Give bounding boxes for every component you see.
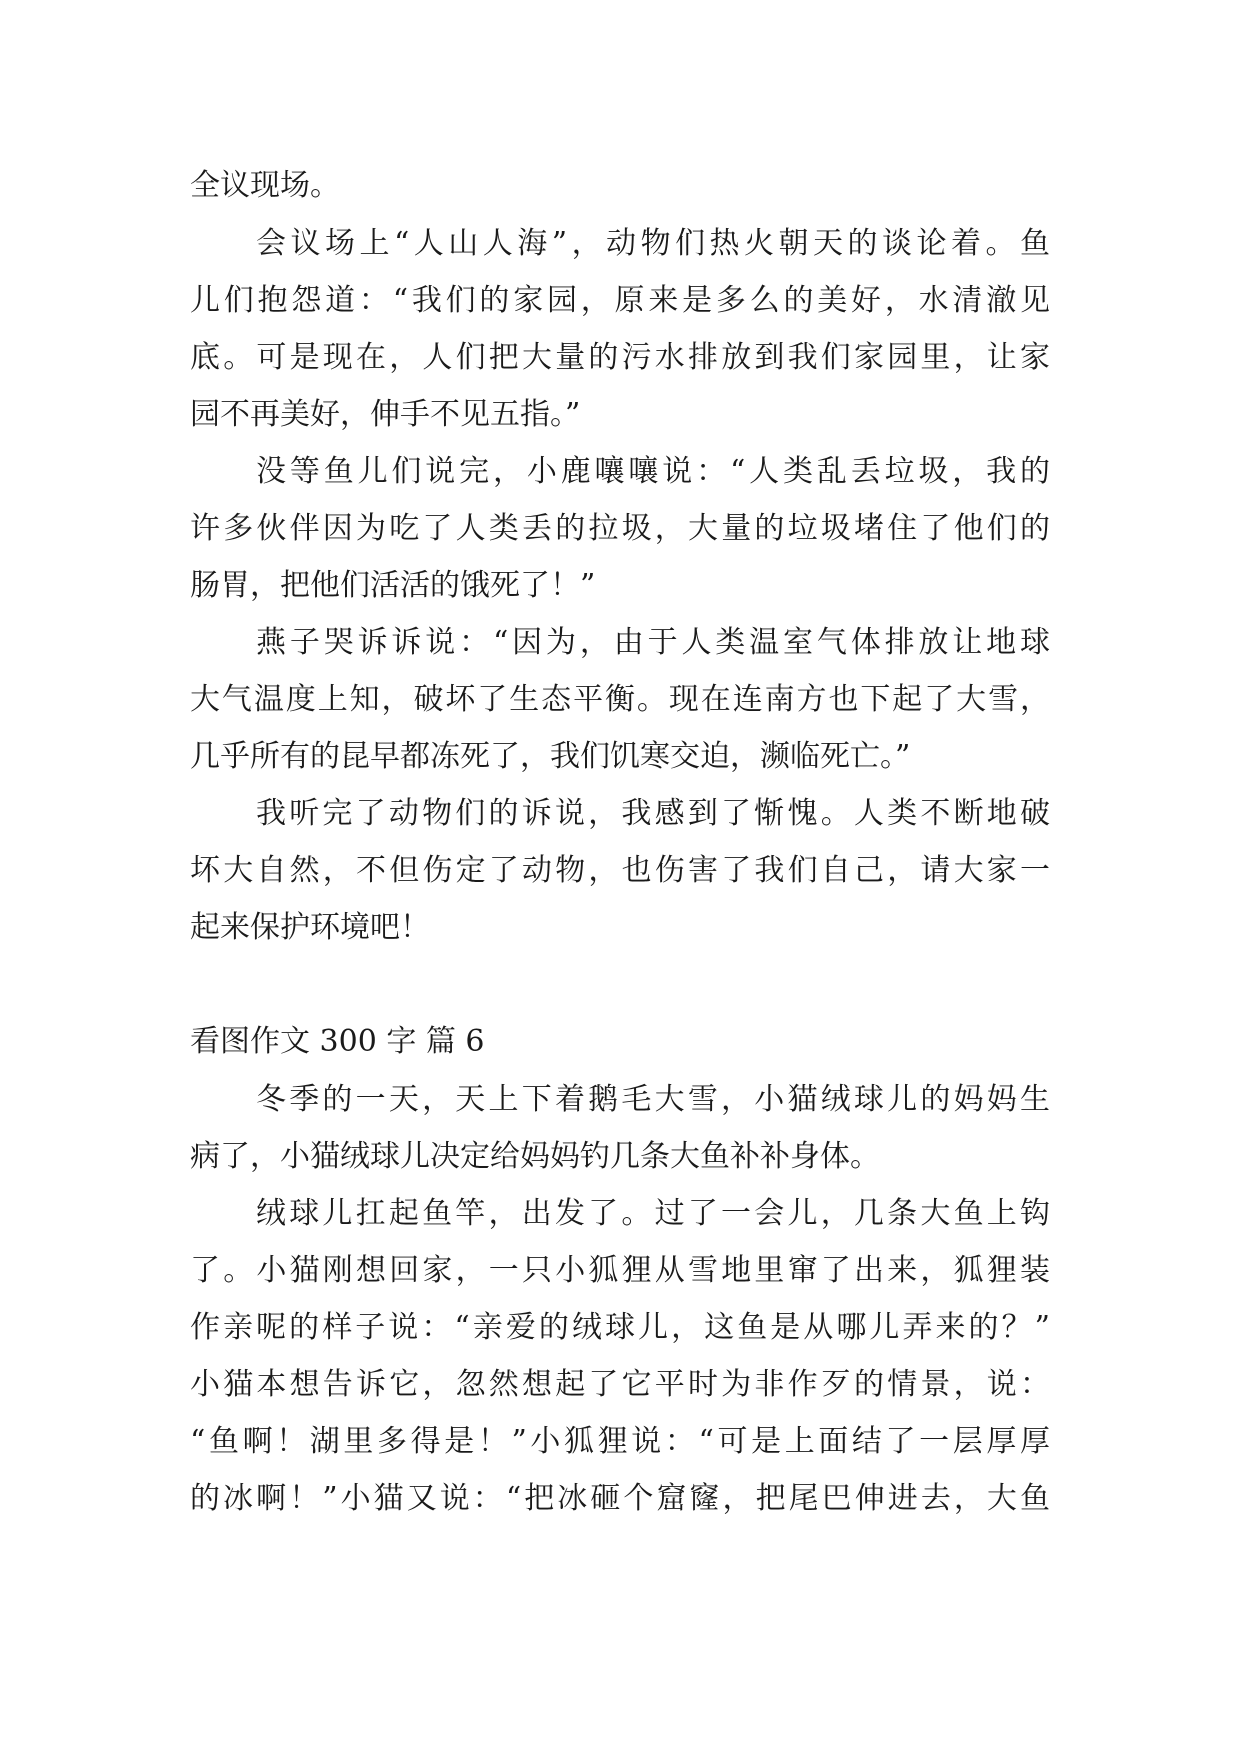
paragraph-line: 燕子哭诉诉说：“因为，由于人类温室气体排放让地球 <box>256 625 1050 660</box>
paragraph-line: 几乎所有的昆早都冻死了，我们饥寒交迫，濒临死亡。” <box>190 739 911 774</box>
paragraph-line: 园不再美好，伸手不见五指。” <box>190 397 581 432</box>
paragraph-line: 大气温度上知，破坏了生态平衡。现在连南方也下起了大雪， <box>190 682 1050 717</box>
paragraph-line: 病了，小猫绒球儿决定给妈妈钓几条大鱼补补身体。 <box>190 1139 880 1174</box>
paragraph-line: 没等鱼儿们说完，小鹿嚷嚷说：“人类乱丢垃圾，我的 <box>256 454 1050 489</box>
paragraph-line: 小猫本想告诉它，忽然想起了它平时为非作歹的情景，说： <box>190 1367 1050 1402</box>
paragraph-line: 的冰啊！”小猫又说：“把冰砸个窟窿，把尾巴伸进去，大鱼 <box>190 1481 1050 1516</box>
paragraph-line: 作亲呢的样子说：“亲爱的绒球儿，这鱼是从哪儿弄来的？” <box>190 1310 1050 1345</box>
paragraph-line: 会议场上“人山人海”，动物们热火朝天的谈论着。鱼 <box>256 226 1050 261</box>
paragraph-line: 肠胃，把他们活活的饿死了！” <box>190 568 596 603</box>
section-heading: 看图作文 300 字 篇 6 <box>190 1024 485 1059</box>
paragraph-line: 儿们抱怨道：“我们的家园，原来是多么的美好，水清澈见 <box>190 283 1050 318</box>
paragraph-line: “鱼啊！湖里多得是！”小狐狸说：“可是上面结了一层厚厚 <box>190 1424 1050 1459</box>
paragraph-line: 冬季的一天，天上下着鹅毛大雪，小猫绒球儿的妈妈生 <box>256 1082 1050 1117</box>
paragraph-line: 绒球儿扛起鱼竿，出发了。过了一会儿，几条大鱼上钩 <box>256 1196 1050 1231</box>
paragraph-line: 我听完了动物们的诉说，我感到了惭愧。人类不断地破 <box>256 796 1050 831</box>
paragraph-line: 起来保护环境吧！ <box>190 910 430 945</box>
paragraph-line: 全议现场。 <box>190 168 340 203</box>
paragraph-line: 许多伙伴因为吃了人类丢的拉圾，大量的垃圾堵住了他们的 <box>190 511 1050 546</box>
paragraph-line: 坏大自然，不但伤定了动物，也伤害了我们自己，请大家一 <box>190 853 1050 888</box>
paragraph-line: 底。可是现在，人们把大量的污水排放到我们家园里，让家 <box>190 340 1050 375</box>
paragraph-line: 了。小猫刚想回家，一只小狐狸从雪地里窜了出来，狐狸装 <box>190 1253 1050 1288</box>
